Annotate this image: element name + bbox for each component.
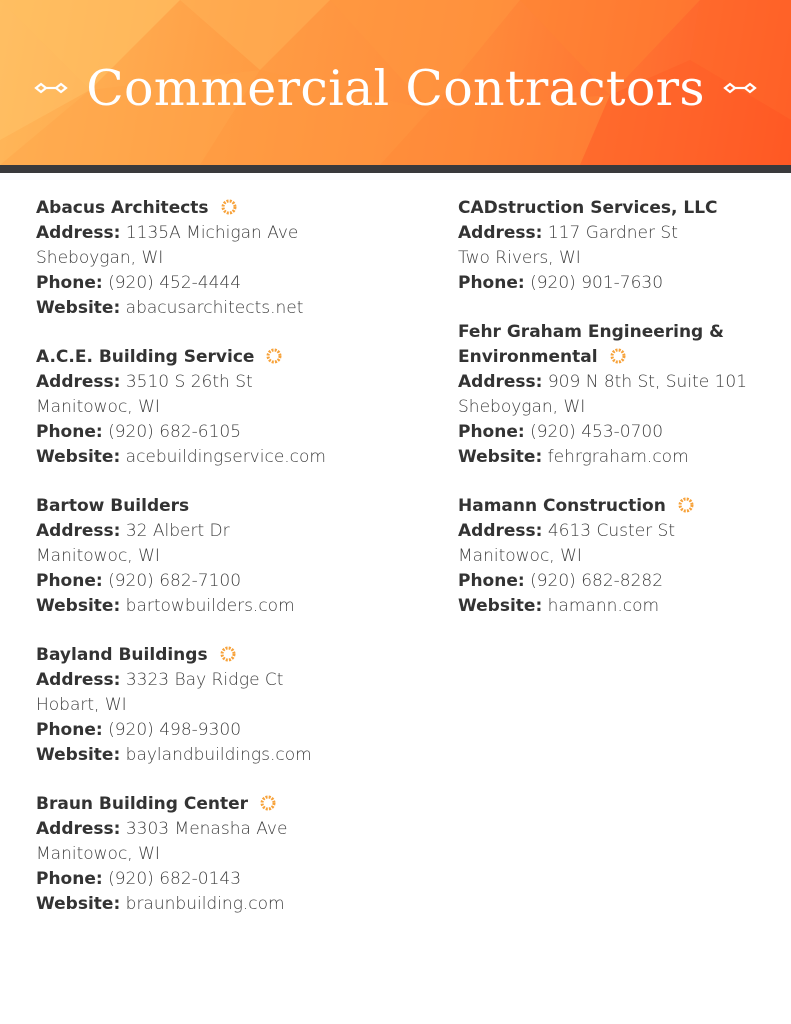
website-label: Website: xyxy=(36,298,121,318)
phone-label: Phone: xyxy=(458,422,525,442)
address-line2: Manitowoc, WI xyxy=(36,844,160,864)
website-label: Website: xyxy=(36,745,121,765)
contractor-name-line1: Fehr Graham Engineering & xyxy=(458,322,724,342)
contractor-entry xyxy=(36,792,416,917)
address-line2: Manitowoc, WI xyxy=(458,546,582,566)
address-line1: 3303 Menasha Ave xyxy=(125,819,288,839)
contractor-name: Abacus Architects xyxy=(36,198,209,218)
website-link[interactable]: braunbuilding.com xyxy=(125,894,285,914)
contractor-name: Bartow Builders xyxy=(36,496,190,516)
website-link[interactable]: acebuildingservice.com xyxy=(125,447,326,467)
contractor-name: Hamann Construction xyxy=(458,496,666,516)
address-label: Address: xyxy=(458,521,543,541)
website-link[interactable]: baylandbuildings.com xyxy=(125,745,312,765)
contractor-list-right xyxy=(458,196,788,643)
address-line2: Hobart, WI xyxy=(36,695,127,715)
contractor-entry xyxy=(458,494,788,619)
phone-label: Phone: xyxy=(36,273,103,293)
phone-label: Phone: xyxy=(36,422,103,442)
phone-value[interactable]: (920) 682-0143 xyxy=(108,869,242,889)
address-line1: 117 Gardner St xyxy=(547,223,678,243)
website-label: Website: xyxy=(458,447,543,467)
address-line1: 3323 Bay Ridge Ct xyxy=(125,670,284,690)
website-label: Website: xyxy=(36,894,121,914)
address-line1: 4613 Custer St xyxy=(547,521,676,541)
address-label: Address: xyxy=(36,521,121,541)
address-label: Address: xyxy=(36,670,121,690)
phone-label: Phone: xyxy=(36,720,103,740)
phone-value[interactable]: (920) 498-9300 xyxy=(108,720,242,740)
orange-sunburst-icon xyxy=(266,348,282,364)
contractor-entry xyxy=(36,494,416,619)
key-ornament-icon xyxy=(32,81,72,95)
address-line1: 909 N 8th St, Suite 101 xyxy=(547,372,748,392)
address-line1: 32 Albert Dr xyxy=(125,521,230,541)
contractor-list-left xyxy=(36,196,416,941)
address-label: Address: xyxy=(36,819,121,839)
phone-label: Phone: xyxy=(458,571,525,591)
website-link[interactable]: fehrgraham.com xyxy=(547,447,689,467)
address-label: Address: xyxy=(458,223,543,243)
website-label: Website: xyxy=(458,596,543,616)
orange-sunburst-icon xyxy=(220,646,236,662)
key-ornament-icon xyxy=(719,81,759,95)
website-label: Website: xyxy=(36,447,121,467)
contractor-entry xyxy=(36,196,416,321)
contractor-name-line2: Environmental xyxy=(458,347,598,367)
header-divider xyxy=(0,165,791,173)
website-link[interactable]: abacusarchitects.net xyxy=(125,298,304,318)
phone-value[interactable]: (920) 682-6105 xyxy=(108,422,242,442)
address-label: Address: xyxy=(36,223,121,243)
title-row xyxy=(0,48,791,128)
phone-label: Phone: xyxy=(36,571,103,591)
contractor-entry xyxy=(36,643,416,768)
website-link[interactable]: hamann.com xyxy=(547,596,660,616)
phone-value[interactable]: (920) 682-8282 xyxy=(530,571,664,591)
address-label: Address: xyxy=(458,372,543,392)
address-line2: Two Rivers, WI xyxy=(458,248,581,268)
phone-label: Phone: xyxy=(458,273,525,293)
page-title: Commercial Contractors xyxy=(86,59,705,117)
orange-sunburst-icon xyxy=(221,199,237,215)
address-line1: 1135A Michigan Ave xyxy=(125,223,299,243)
contractor-name: CADstruction Services, LLC xyxy=(458,198,718,218)
phone-value[interactable]: (920) 453-0700 xyxy=(530,422,664,442)
phone-label: Phone: xyxy=(36,869,103,889)
website-label: Website: xyxy=(36,596,121,616)
website-link[interactable]: bartowbuilders.com xyxy=(125,596,295,616)
contractor-name: Bayland Buildings xyxy=(36,645,208,665)
address-line2: Sheboygan, WI xyxy=(458,397,586,417)
contractor-name: Braun Building Center xyxy=(36,794,248,814)
address-line1: 3510 S 26th St xyxy=(125,372,253,392)
address-line2: Manitowoc, WI xyxy=(36,546,160,566)
address-line2: Sheboygan, WI xyxy=(36,248,164,268)
contractor-name: A.C.E. Building Service xyxy=(36,347,255,367)
contractor-entry xyxy=(458,196,788,296)
address-line2: Manitowoc, WI xyxy=(36,397,160,417)
header-banner xyxy=(0,0,791,165)
phone-value[interactable]: (920) 452-4444 xyxy=(108,273,242,293)
contractor-entry xyxy=(458,320,788,470)
orange-sunburst-icon xyxy=(610,348,626,364)
contractor-entry xyxy=(36,345,416,470)
phone-value[interactable]: (920) 901-7630 xyxy=(530,273,664,293)
address-label: Address: xyxy=(36,372,121,392)
phone-value[interactable]: (920) 682-7100 xyxy=(108,571,242,591)
orange-sunburst-icon xyxy=(260,795,276,811)
orange-sunburst-icon xyxy=(678,497,694,513)
